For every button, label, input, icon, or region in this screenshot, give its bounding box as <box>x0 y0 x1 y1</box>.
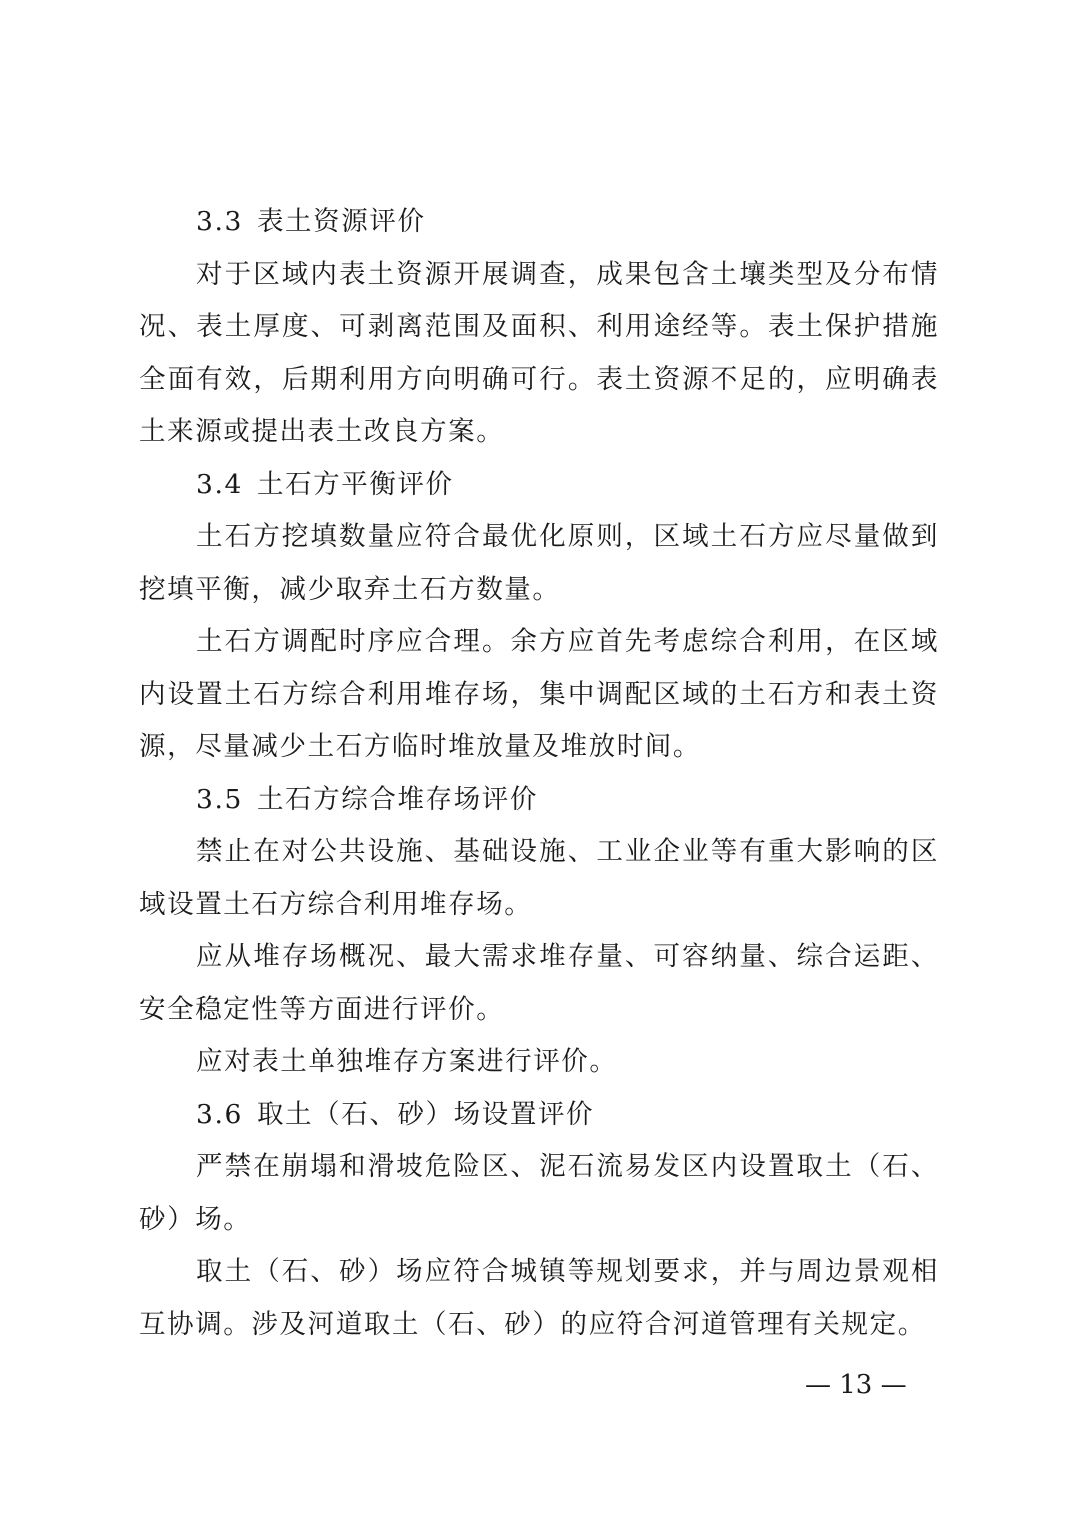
section-number: 3.6 <box>196 1098 243 1130</box>
paragraph: 严禁在崩塌和滑坡危险区、泥石流易发区内设置取土（石、砂）场。 <box>139 1151 939 1235</box>
section-number: 3.4 <box>196 468 243 500</box>
paragraph: 应从堆存场概况、最大需求堆存量、可容纳量、综合运距、安全稳定性等方面进行评价。 <box>139 941 939 1025</box>
paragraph: 应对表土单独堆存方案进行评价。 <box>196 1046 618 1077</box>
section-title: 土石方平衡评价 <box>256 468 454 500</box>
page-number: — 13 — <box>805 1370 907 1400</box>
section-heading-3-6 <box>139 1089 939 1142</box>
section-heading-3-3 <box>139 196 939 249</box>
section-number: 3.3 <box>196 206 243 237</box>
paragraph: 土石方调配时序应合理。余方应首先考虑综合利用，在区域内设置土石方综合利用堆存场，集中调配区域的土石方和表土资源，尽量减少土石方临时堆放量及堆放时间。 <box>139 626 939 762</box>
section-title: 土石方综合堆存场评价 <box>256 783 538 815</box>
section-title: 表土资源评价 <box>256 206 426 237</box>
paragraph: 取土（石、砂）场应符合城镇等规划要求，并与周边景观相互协调。涉及河道取土（石、砂）的应符合河道管理有关规定。 <box>139 1256 939 1340</box>
paragraph: 土石方挖填数量应符合最优化原则，区域土石方应尽量做到挖填平衡，减少取弃土石方数量。 <box>139 521 939 605</box>
section-heading-3-5 <box>139 774 939 827</box>
section-heading-3-4 <box>139 459 939 512</box>
paragraph: 禁止在对公共设施、基础设施、工业企业等有重大影响的区域设置土石方综合利用堆存场。 <box>139 836 939 920</box>
section-number: 3.5 <box>196 783 243 815</box>
paragraph: 对于区域内表土资源开展调查，成果包含土壤类型及分布情况、表土厚度、可剥离范围及面积、利用途经等。表土保护措施全面有效，后期利用方向明确可行。表土资源不足的，应明确表土来源或提出表土改良方案。 <box>139 258 939 447</box>
document-body <box>139 196 939 1351</box>
section-title: 取土（石、砂）场设置评价 <box>256 1098 595 1130</box>
